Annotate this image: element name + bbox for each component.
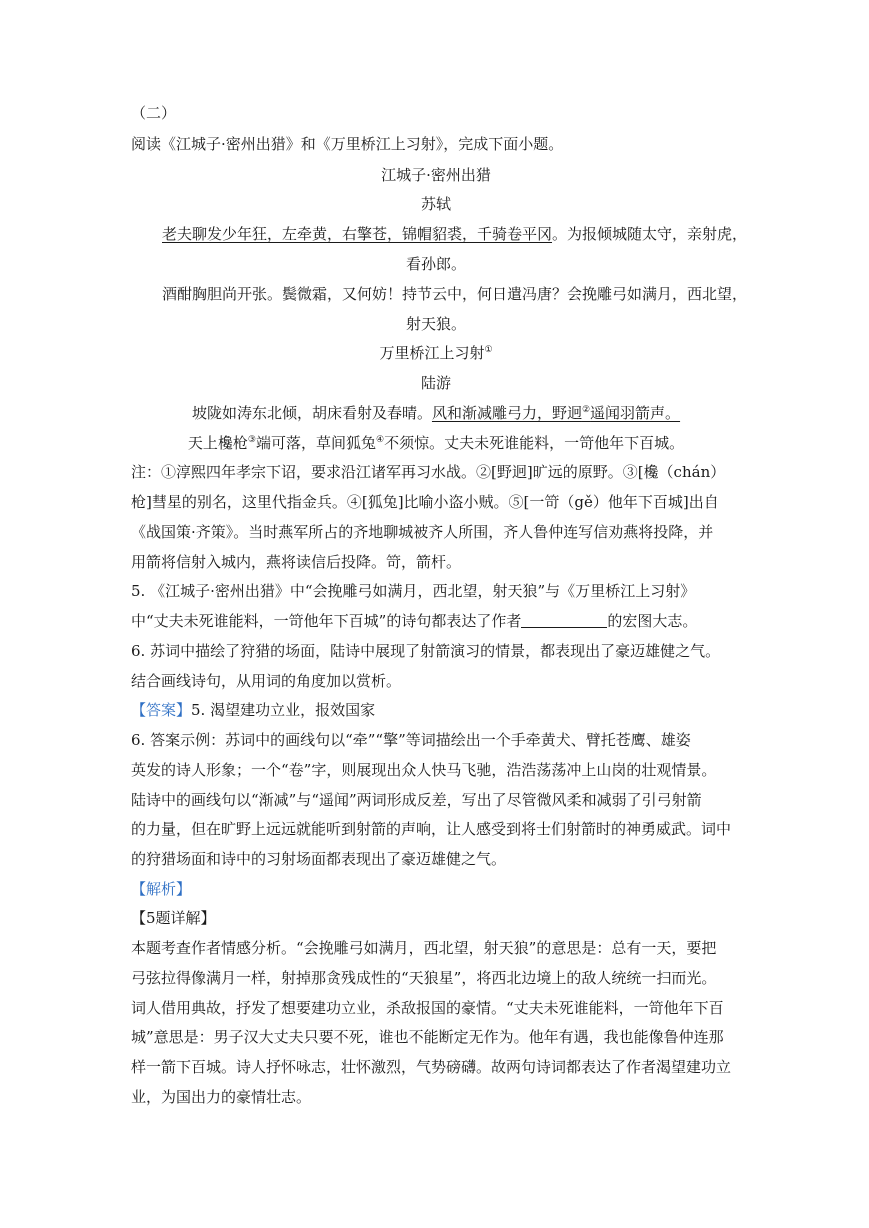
poem2-line2-b: 端可落，草间狐兔 (255, 434, 376, 452)
poem2-line1-text: 坡陇如涛东北倾，胡床看射及春晴。 (191, 404, 432, 422)
poem2-author: 陆游 (420, 374, 451, 392)
section-marker: （二） (131, 104, 177, 122)
question-5-detail-heading: 【5题详解】 (131, 909, 216, 927)
poem2-title-note: ① (484, 345, 493, 355)
poem2-line2-a: 天上欃枪 (187, 434, 248, 452)
analysis-line-1: 本题考查作者情感分析。“会挽雕弓如满月，西北望，射天狼”的意思是：总有一天，要把 (131, 939, 717, 957)
answer-6-line-3: 陆诗中的画线句以“渐减”与“遥闻”两词形成反差，写出了尽管微风柔和减弱了引弓射箭 (131, 791, 702, 809)
poem2-title (131, 343, 741, 363)
question-6-line-2: 结合画线诗句，从用词的角度加以赏析。 (131, 672, 402, 690)
poem1-line1 (162, 224, 772, 244)
analysis-label: 【解析】 (131, 880, 192, 898)
poem2-note-4: ④ (376, 435, 385, 445)
notes-line-4: 用箭将信射入城内，燕将读信后投降。笴，箭杆。 (131, 553, 462, 571)
answer-6-line-4: 的力量，但在旷野上远远就能听到射箭的声响，让人感受到将士们射箭时的神勇威武。词中 (131, 820, 732, 838)
answer-6-line-1: 6. 答案示例：苏词中的画线句以“牵”“擎”等词描绘出一个手牵黄犬、臂托苍鹰、雄姿 (131, 731, 691, 749)
question-5-tail: 的宏图大志。 (607, 612, 698, 630)
answer-blank (521, 613, 607, 628)
poem2-note-3: ③ (247, 435, 256, 445)
analysis-line-4: 城”意思是：男子汉大丈夫只要不死，谁也不能断定无作为。他年有遇，我也能像鲁仲连那 (131, 1028, 724, 1046)
reading-instruction: 阅读《江城子·密州出猎》和《万里桥江上习射》，完成下面小题。 (131, 135, 564, 153)
notes-line-2: 枪]彗星的别名，这里代指金兵。④[狐兔]比喻小盗小贼。⑤[一笴（gě）他年下百城]出自 (131, 493, 719, 511)
poem1-title: 江城子·密州出猎 (381, 166, 491, 184)
question-6-line-1: 6. 苏词中描绘了狩猎的场面，陆诗中展现了射箭演习的情景，都表现出了豪迈雄健之气。 (131, 642, 721, 660)
poem1-author: 苏轼 (420, 195, 451, 213)
poem2-title-text: 万里桥江上习射 (379, 344, 485, 362)
poem2-underlined-b: 遥闻羽箭声。 (590, 404, 681, 422)
poem1-underlined-line: 老夫聊发少年狂，左牵黄，右擎苍，锦帽貂裘，千骑卷平冈 (162, 225, 553, 243)
analysis-line-3: 词人借用典故，抒发了想要建功立业，杀敌报国的豪情。“丈夫未死谁能料，一笴他年下百 (131, 999, 724, 1017)
answer-5-text: 5. 渴望建功立业，报效国家 (191, 701, 376, 719)
notes-line-3: 《战国策·齐策》。当时燕军所占的齐地聊城被齐人所围，齐人鲁仲连写信劝燕将投降，并 (131, 523, 714, 541)
poem2-underlined-a: 风和渐减雕弓力，野迥 (431, 404, 582, 422)
poem1-line1-rest: 。为报倾城随太守，亲射虎， (552, 225, 748, 243)
poem1-line1-wrap: 看孙郎。 (405, 255, 466, 273)
notes-line-1: 注：①淳熙四年孝宗下诏，要求沿江诸军再习水战。②[野迥]旷远的原野。③[欃（chán） (131, 463, 726, 481)
question-5-line-1: 5. 《江城子·密州出猎》中“会挽雕弓如满月，西北望，射天狼”与《万里桥江上习射》 (131, 582, 696, 600)
poem2-line2-c: 不须惊。丈夫未死谁能料，一笴他年下百城。 (384, 434, 685, 452)
analysis-line-2: 弓弦拉得像满月一样，射掉那贪残成性的“天狼星”，将西北边境上的敌人统统一扫而光。 (131, 969, 717, 987)
poem2-note-2: ② (581, 405, 591, 415)
answer-6-line-2: 英发的诗人形象；一个“卷”字，则展现出众人快马飞驰，浩浩荡荡冲上山岗的壮观情景。 (131, 761, 717, 779)
answer-label: 【答案】 (131, 701, 192, 719)
poem2-underlined-line (432, 404, 680, 422)
poem1-line2: 酒酣胸胆尚开张。鬓微霜，又何妨！持节云中，何日遣冯唐？会挽雕弓如满月，西北望， (162, 285, 748, 303)
poem2-line2 (131, 433, 741, 453)
analysis-line-5: 样一箭下百城。诗人抒怀咏志，壮怀激烈，气势磅礴。故两句诗词都表达了作者渴望建功立 (131, 1058, 732, 1076)
poem2-line1 (131, 403, 741, 423)
poem1-line2-wrap: 射天狼。 (405, 315, 466, 333)
analysis-line-6: 业，为国出力的豪情壮志。 (131, 1088, 312, 1106)
answer-line-5 (131, 700, 741, 720)
question-5-line-2 (131, 611, 741, 631)
question-5-text: 中“丈夫未死谁能料，一笴他年下百城”的诗句都表达了作者 (131, 612, 522, 630)
answer-6-line-5: 的狩猎场面和诗中的习射场面都表现出了豪迈雄健之气。 (131, 850, 507, 868)
